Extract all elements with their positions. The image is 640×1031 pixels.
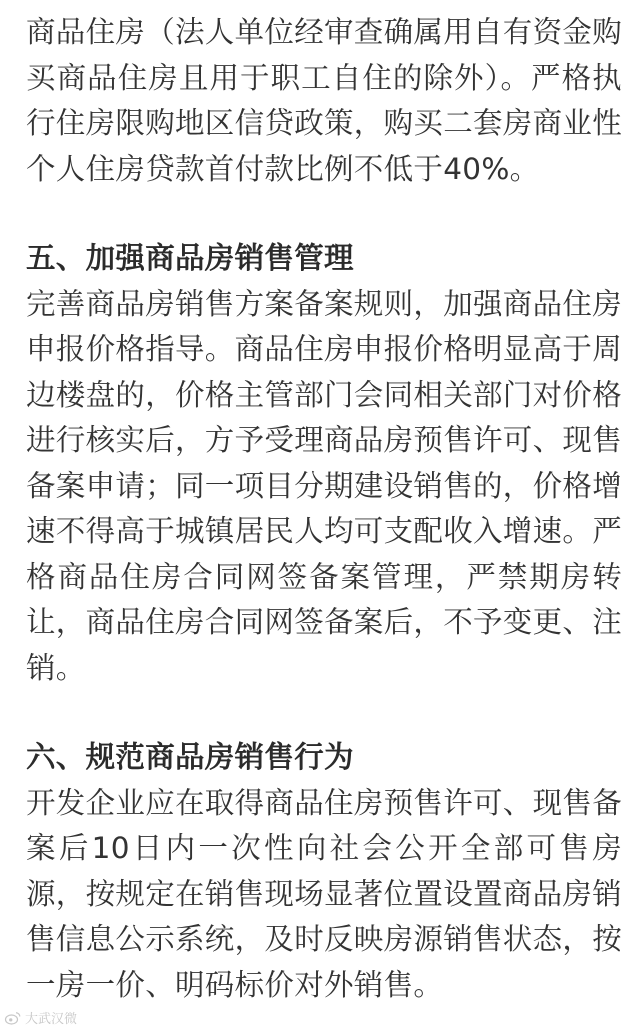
watermark-text: 大武汉微 [25,1012,78,1027]
section-6-paragraph: 开发企业应在取得商品住房预售许可、现售备案后10日内一次性向社会公开全部可售房源，按规定在销售现场显著位置设置商品房销售信息公示系统，及时反映房源销售状态，按一房一价、明码标价对外销售。 [26,785,623,1002]
weibo-logo-icon [4,1009,22,1027]
section-gap [26,691,622,735]
section-gap [26,192,622,236]
watermark [4,1008,77,1027]
section-6-heading: 六、规范商品房销售行为 [26,740,354,774]
section-5-paragraph: 完善商品房销售方案备案规则，加强商品住房申报价格指导。商品住房申报价格明显高于周边楼盘的，价格主管部门会同相关部门对价格进行核实后，方予受理商品房预售许可、现售备案申请；同一项目分期建设销售的，价格增速不得高于城镇居民人均可支配收入增速。严格商品住房合同网签备案管理，严禁期房转让，商品住房合同网签备案后，不予变更、注销。 [26,286,623,685]
article-body [26,0,622,1008]
intro-paragraph: 商品住房（法人单位经审查确属用自有资金购买商品住房且用于职工自住的除外）。严格执行住房限购地区信贷政策，购买二套房商业性个人住房贷款首付款比例不低于40%。 [26,15,623,186]
section-5-heading: 五、加强商品房销售管理 [26,241,354,275]
